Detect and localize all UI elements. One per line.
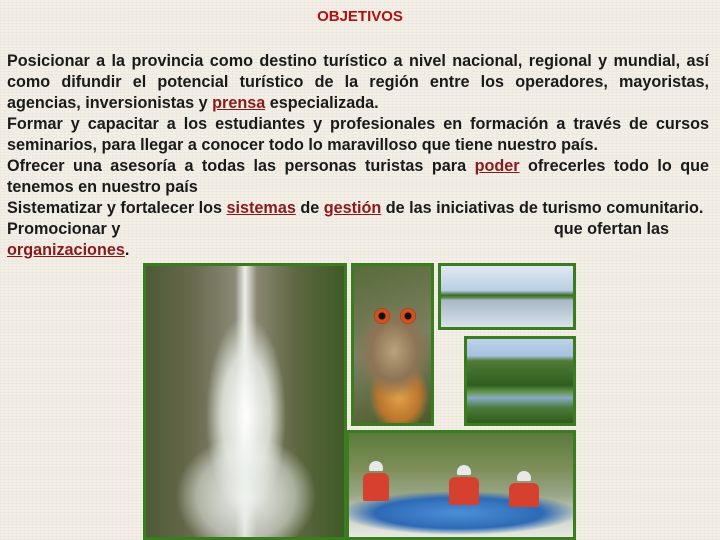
objective-5-text-mid: que ofertan las	[553, 220, 669, 238]
objective-5-text-end: .	[124, 241, 130, 259]
objective-1	[7, 51, 709, 114]
objective-1-text: Posicionar a la provincia como destino turístico a nivel nacional, regional y mundial, así como difundir el potencial turístico de la región entre los operadores, mayoristas, agencias, inversionistas y	[7, 52, 709, 112]
objective-4-text-mid: de	[295, 199, 324, 217]
helmet-1	[369, 461, 383, 471]
objective-3-text: Ofrecer una asesoría a todas las personas turistas para	[7, 157, 475, 175]
helmet-3	[517, 471, 531, 481]
rafter-3	[509, 483, 539, 507]
objective-2: Formar y capacitar a los estudiantes y profesionales en formación a través de cursos seminarios, para llegar a conocer todo lo maravilloso que tiene nuestro país.	[7, 115, 709, 154]
link-prensa[interactable]: prensa	[212, 94, 266, 112]
helmet-2	[457, 465, 471, 475]
monkey-eye-right	[400, 308, 416, 324]
rafter-1	[363, 473, 389, 501]
objective-5	[7, 219, 709, 261]
link-organizaciones[interactable]: organizaciones	[7, 241, 125, 259]
objective-3-text-end: ofrecerles todo lo que tenemos en nuestro país	[7, 157, 709, 196]
objective-1-text-end: especializada.	[265, 94, 379, 112]
objective-5-text: Promocionar y	[7, 220, 125, 238]
objectives-text	[7, 51, 709, 261]
waterfall-photo	[143, 263, 347, 540]
objective-4-text-end: de las iniciativas de turismo comunitario.	[381, 199, 704, 217]
objective-4-text: Sistematizar y fortalecer los	[7, 199, 227, 217]
lake-photo	[438, 263, 576, 330]
objective-4	[7, 198, 709, 219]
page-title: OBJETIVOS	[317, 8, 403, 25]
rafter-2	[449, 477, 479, 505]
objective-3	[7, 156, 709, 198]
forest-river-photo	[464, 336, 576, 426]
link-sistemas[interactable]: sistemas	[226, 199, 296, 217]
monkey-eye-left	[374, 308, 390, 324]
link-poder[interactable]: poder	[474, 157, 520, 175]
link-gestion[interactable]: gestión	[323, 199, 382, 217]
rafting-photo	[346, 430, 576, 540]
monkey-photo	[351, 263, 434, 426]
